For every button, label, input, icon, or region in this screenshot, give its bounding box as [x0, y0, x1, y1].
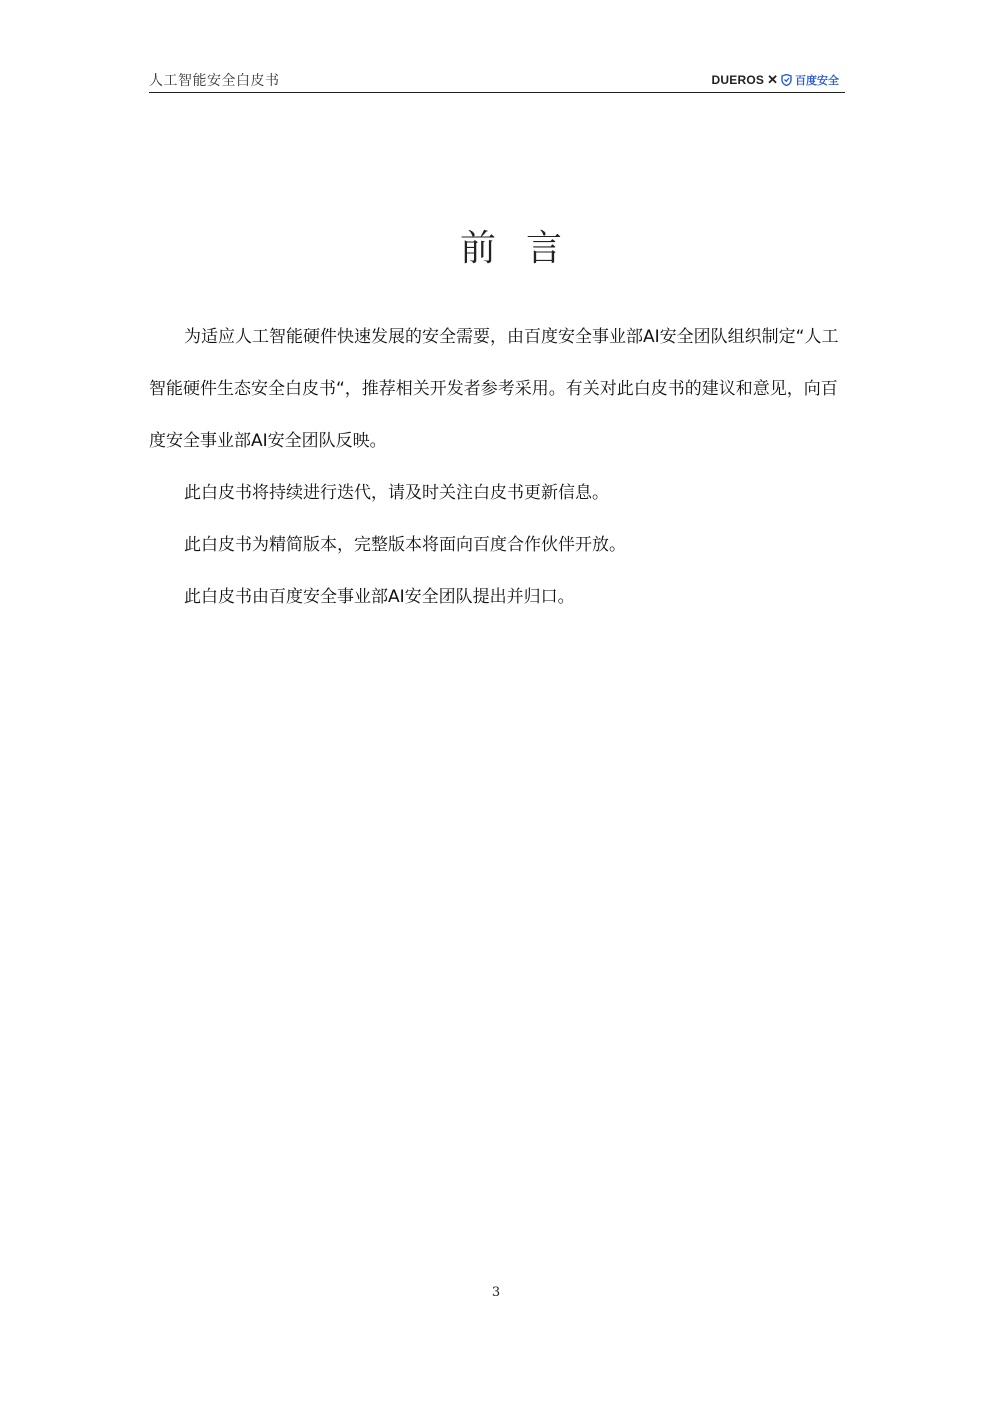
- page-header: [149, 66, 845, 93]
- preface-paragraph-4: 此白皮书由百度安全事业部AI安全团队提出并归口。: [184, 587, 575, 607]
- header-title: 人工智能安全白皮书: [149, 73, 280, 89]
- preface-paragraph-1: 为适应人工智能硬件快速发展的安全需要，由百度安全事业部AI安全团队组织制定“人工智能硬件生态安全白皮书“，推荐相关开发者参考采用。有关对此白皮书的建议和意见，向百度安全事业部AI安全团队反映。: [149, 327, 839, 451]
- preface-body: [149, 311, 839, 623]
- baidu-security-logo: 百度安全: [795, 74, 839, 87]
- dueros-logo: DUEROS: [711, 73, 765, 87]
- section-heading: 前言: [459, 228, 592, 269]
- preface-paragraph-2: 此白皮书将持续进行迭代，请及时关注白皮书更新信息。: [184, 483, 609, 503]
- baidu-security-shield-icon: [781, 74, 792, 86]
- partner-logos: [712, 72, 839, 88]
- cross-icon: ✕: [767, 72, 778, 87]
- preface-paragraph-3: 此白皮书为精简版本，完整版本将面向百度合作伙伴开放。: [184, 535, 626, 555]
- page-number: 3: [491, 1285, 501, 1300]
